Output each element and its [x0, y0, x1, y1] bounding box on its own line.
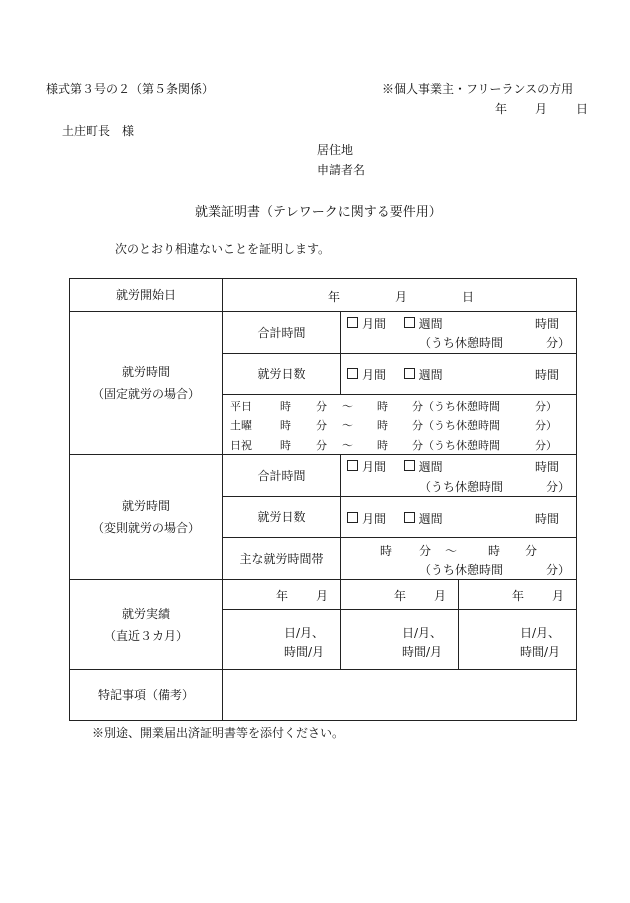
intro-text: 次のとおり相違ないことを証明します。 — [115, 242, 331, 256]
monthly-checkbox[interactable] — [347, 368, 358, 379]
fixed-hours-label — [70, 312, 222, 454]
certificate-table: 就労開始日 年 月 日 就労時間 （固定就労の場合） 合計時間 月間 週間 時間 （うち休憩時間 分） 就労日数 月間 週間 時間 平日 時 分 ～ 時 分（うち休憩時間 分） 土曜 時 分 ～ 時 分（うち休憩時間 分） 日祝 時 分 ～ 時 分（うち休憩時間 分） 就労時間 （変則就労の場合） 合計時間 月間 週間 時間 （うち休憩時間 分） 就労日数 月間 週間 時間 主な就労時間帯 時 分 ～ 時 分 （うち休憩時間 分） 就労実績 （直近３カ月） 年 月 日/月、 時間/月 年 月 日/月、 時間/月 年 月 日/月、 時間/月 特記事項（備考） — [0, 0, 630, 903]
form-note: ※個人事業主・フリーランスの方用 — [382, 82, 574, 96]
document-title: 就業証明書（テレワークに関する要件用） — [195, 205, 442, 220]
fixed-total-hours: 時間 — [535, 317, 560, 331]
date-day: 日 — [576, 102, 589, 116]
weekly-checkbox[interactable] — [404, 368, 415, 379]
form-number: 様式第３号の２（第５条関係） — [46, 82, 215, 96]
weekly-checkbox[interactable] — [404, 317, 415, 328]
variable-days-hours: 時間 — [535, 512, 560, 526]
monthly-checkbox[interactable] — [347, 317, 358, 328]
record-label-line2: （直近３カ月） — [103, 628, 188, 643]
record-label-line1: 就労実績 — [121, 606, 170, 621]
fixed-days-period: 月間 週間 — [347, 366, 443, 383]
variable-total-break-end: 分） — [546, 480, 571, 494]
remarks-field[interactable] — [223, 670, 576, 720]
remarks-label: 特記事項（備考） — [97, 688, 194, 702]
applicant-label: 申請者名 — [317, 163, 366, 177]
variable-hours-label — [70, 455, 222, 579]
fixed-days-label: 就労日数 — [257, 367, 306, 381]
start-date-label: 就労開始日 — [115, 288, 176, 302]
start-day: 日 — [462, 290, 475, 304]
addressee: 土庄町長 様 — [62, 124, 135, 138]
variable-total-label: 合計時間 — [257, 468, 306, 483]
fixed-total-label: 合計時間 — [257, 325, 306, 340]
record-label — [70, 580, 222, 669]
monthly-checkbox[interactable] — [347, 512, 358, 523]
fixed-hours-label-line1: 就労時間 — [121, 365, 170, 379]
variable-hours-label-line1: 就労時間 — [121, 499, 170, 513]
variable-days-period: 月間 週間 — [347, 510, 443, 527]
footnote: ※別途、開業届出済証明書等を添付ください。 — [92, 726, 345, 740]
weekly-checkbox[interactable] — [404, 512, 415, 523]
fixed-total-break: （うち休憩時間 — [419, 336, 504, 350]
fixed-total-period: 月間 週間 — [347, 315, 443, 332]
variable-days-label: 就労日数 — [257, 510, 306, 524]
main-hours-label: 主な就労時間帯 — [239, 551, 324, 566]
fixed-days-hours: 時間 — [535, 368, 560, 382]
date-month: 月 — [535, 102, 548, 116]
start-year: 年 — [328, 290, 341, 304]
fixed-total-break-end: 分） — [546, 336, 571, 350]
monthly-checkbox[interactable] — [347, 460, 358, 471]
residence-label: 居住地 — [317, 143, 354, 157]
fixed-hours-label-line2: （固定就労の場合） — [91, 387, 200, 401]
start-month: 月 — [395, 290, 408, 304]
variable-hours-label-line2: （変則就労の場合） — [91, 521, 200, 535]
variable-total-period: 月間 週間 — [347, 458, 443, 475]
variable-total-hours: 時間 — [535, 460, 560, 474]
variable-total-break: （うち休憩時間 — [419, 480, 504, 494]
weekly-checkbox[interactable] — [404, 460, 415, 471]
date-year: 年 — [495, 102, 508, 116]
